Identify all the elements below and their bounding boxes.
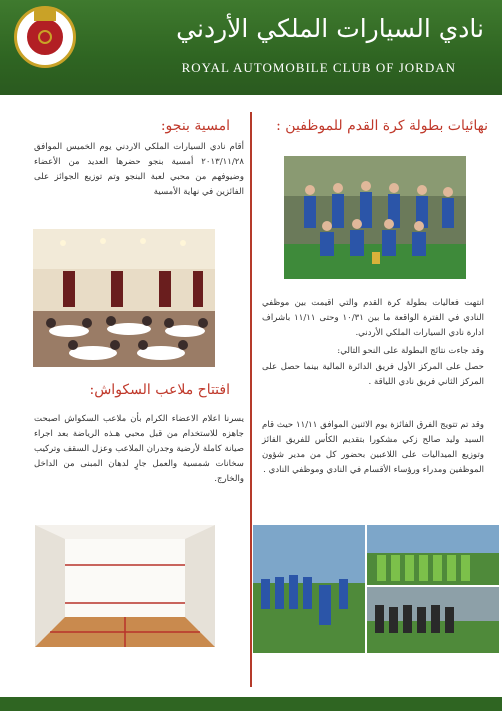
club-title-arabic: نادي السيارات الملكي الأردني <box>176 14 484 43</box>
football-paragraph-4: وقد تم تتويج الفرق الفائزة يوم الاثنين الموافق ١١/١١ حيث قام السيد وليد صالح زكي مشكورا بتقديم الكأس للفريق الفائز وتوزيع الميداليات على اللاعبين بحضور كل من مدير شؤون الموظفين ومدراء ورؤساء الأقسام في النادي وموظفي النادي . <box>262 420 485 475</box>
football-paragraph-1: انتهت فعاليات بطولة كرة القدم والتي اقيمت بين موظفي النادي في الفترة الواقعة ما بين ١٠/٣١ وحتى ١١/١١ باشراف ادارة نادي السيارات الملكي الأردني. <box>262 298 484 338</box>
squash-court-image <box>35 525 215 647</box>
column-divider <box>250 112 252 687</box>
crown-icon <box>34 9 56 21</box>
page-header <box>0 0 502 95</box>
squash-heading: افتتاح ملاعب السكواش: <box>89 382 230 398</box>
football-match-photo-collage <box>253 525 499 653</box>
football-match-image <box>253 525 499 653</box>
bingo-hall-image <box>33 229 215 367</box>
football-team-image <box>284 156 466 279</box>
football-heading: نهائيات بطولة كرة القدم للموظفين : <box>276 118 488 134</box>
page-footer <box>0 697 502 711</box>
football-paragraph-3: حصل على المركز الأول فريق الدائرة المالية بينما حصل على المركز الثاني فريق نادي اللياقة . <box>262 362 484 387</box>
club-logo <box>14 6 76 68</box>
bingo-heading: امسية بنجو: <box>160 118 230 134</box>
bingo-evening-photo <box>33 229 215 367</box>
steering-wheel-icon <box>38 30 52 44</box>
bingo-paragraph: أقام نادي السيارات الملكي الاردني يوم الخميس الموافق ٢٠١٣/١١/٢٨ أمسية بنجو حضرها العديد من الأعضاء وضيوفهم من محبي لعبة البنجو وتم توزيع الجوائز على الفائزين في نهاية الأمسية <box>34 142 244 197</box>
squash-court-photo <box>35 525 215 647</box>
squash-paragraph: يسرنا اعلام الاعضاء الكرام بأن ملاعب السكواش اصبحت جاهزه للاستخدام من قبل محبي هـذه الرياضة بعد اجراء صيانة كاملة لأرضية وجدران الملاعب وعزل السقف وتركيب سخانات شمسية والعمل جارٍ لدهان المبنى من الداخل والخارج. <box>34 414 244 484</box>
club-title-english: ROYAL AUTOMOBILE CLUB OF JORDAN <box>181 60 456 75</box>
football-paragraph-2: وقد جاءت نتائج البطولة على النحو التالي: <box>337 346 484 356</box>
football-team-photo <box>284 156 466 279</box>
logo-emblem <box>25 17 65 57</box>
